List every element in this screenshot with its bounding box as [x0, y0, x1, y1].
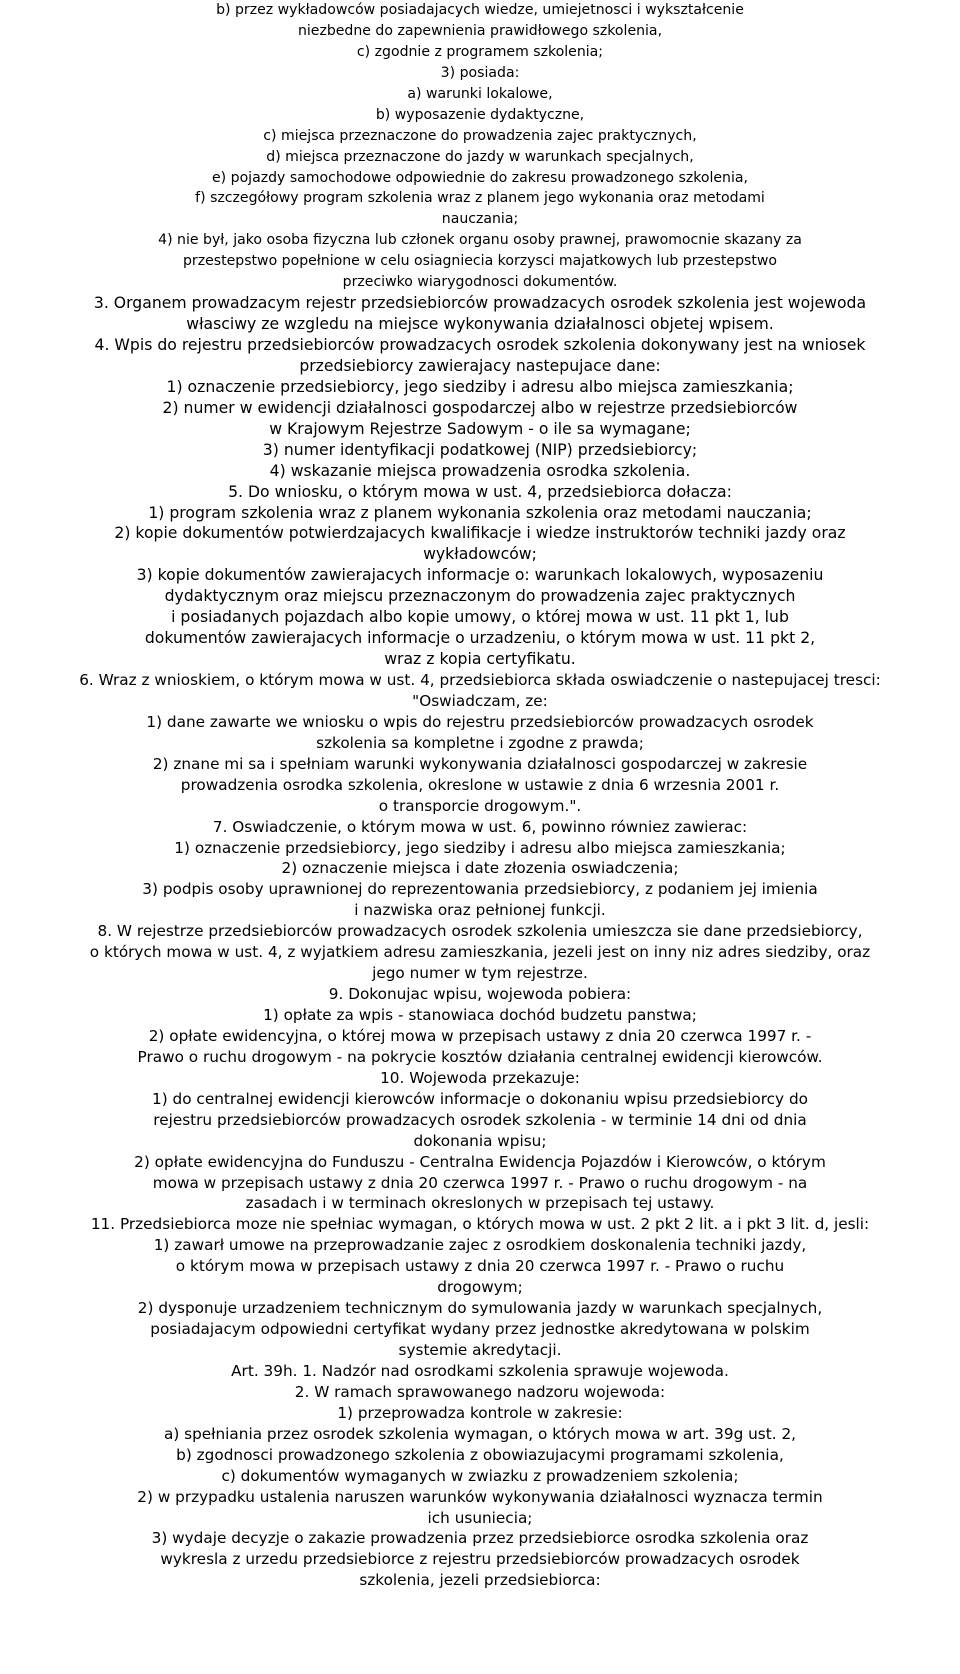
text-line: 11. Przedsiebiorca moze nie spełniac wymagan, o których mowa w ust. 2 pkt 2 lit. a i pkt 3 lit. d, jesli: — [90, 1215, 870, 1234]
text-line: c) dokumentów wymaganych w zwiazku z prowadzeniem szkolenia; — [221, 1466, 739, 1485]
text-line: szkolenia, jezeli przedsiebiorca: — [359, 1571, 601, 1590]
text-line: rejestru przedsiebiorców prowadzacych osrodek szkolenia - w terminie 14 dni od dnia — [153, 1110, 807, 1129]
text-line: a) warunki lokalowe, — [407, 85, 553, 102]
text-line: 1) oznaczenie przedsiebiorcy, jego siedziby i adresu albo miejsca zamieszkania; — [174, 838, 786, 857]
text-line: 4) nie był, jako osoba fizyczna lub członek organu osoby prawnej, prawomocnie skazany za — [158, 232, 802, 249]
text-line: Art. 39h. 1. Nadzór nad osrodkami szkolenia sprawuje wojewoda. — [231, 1361, 729, 1380]
text-line: dydaktycznym oraz miejscu przeznaczonym do prowadzenia zajec praktycznych — [164, 586, 796, 606]
text-line: c) zgodnie z programem szkolenia; — [356, 43, 604, 60]
text-line: 7. Oswiadczenie, o którym mowa w ust. 6, powinno równiez zawierac: — [212, 817, 748, 836]
text-line: b) zgodnosci prowadzonego szkolenia z obowiazujacymi programami szkolenia, — [176, 1445, 784, 1464]
text-line: wykresla z urzedu przedsiebiorce z rejestru przedsiebiorców prowadzacych osrodek — [160, 1550, 800, 1569]
text-line: 6. Wraz z wnioskiem, o którym mowa w ust. 4, przedsiebiorca składa oswiadczenie o nastepujacej tresci: — [79, 671, 881, 689]
text-line: przedsiebiorcy zawierajacy nastepujace dane: — [299, 355, 661, 375]
text-line: szkolenia sa kompletne i zgodne z prawda; — [316, 733, 644, 752]
text-line: jego numer w tym rejestrze. — [372, 964, 588, 983]
text-line: zasadach i w terminach okreslonych w przepisach tej ustawy. — [245, 1194, 715, 1213]
text-line: e) pojazdy samochodowe odpowiednie do zakresu prowadzonego szkolenia, — [212, 169, 748, 186]
text-line: 1) opłate za wpis - stanowiaca dochód budzetu panstwa; — [263, 1006, 697, 1024]
text-line: 1) przeprowadza kontrole w zakresie: — [337, 1403, 623, 1422]
text-line: o którym mowa w przepisach ustawy z dnia 20 czerwca 1997 r. - Prawo o ruchu — [175, 1257, 785, 1276]
text-line: 4) wskazanie miejsca prowadzenia osrodka szkolenia. — [269, 460, 691, 480]
text-line: prowadzenia osrodka szkolenia, okreslone w ustawie z dnia 6 wrzesnia 2001 r. — [180, 775, 780, 794]
text-line: 3) posiada: — [440, 64, 520, 81]
text-line: 2) numer w ewidencji działalnosci gospodarczej albo w rejestrze przedsiebiorców — [162, 397, 798, 417]
text-line: 10. Wojewoda przekazuje: — [380, 1068, 580, 1087]
text-line: 3) podpis osoby uprawnionej do reprezentowania przedsiebiorcy, z podaniem jej imienia — [142, 880, 818, 899]
text-line: 1) program szkolenia wraz z planem wykonania szkolenia oraz metodami nauczania; — [148, 502, 812, 522]
text-line: 2) dysponuje urzadzeniem technicznym do symulowania jazdy w warunkach specjalnych, — [137, 1299, 823, 1318]
text-line: 4. Wpis do rejestru przedsiebiorców prowadzacych osrodek szkolenia dokonywany jest na wniosek — [94, 335, 866, 354]
text-line: przestepstwo popełnione w celu osiagniecia korzysci majatkowych lub przestepstwo — [182, 253, 778, 270]
text-line: a) spełniania przez osrodek szkolenia wymagan, o których mowa w art. 39g ust. 2, — [163, 1424, 797, 1443]
text-line: 3) numer identyfikacji podatkowej (NIP) przedsiebiorcy; — [262, 439, 698, 459]
text-line: dokumentów zawierajacych informacje o urzadzeniu, o którym mowa w ust. 11 pkt 2, — [144, 628, 816, 648]
text-line: 3) kopie dokumentów zawierajacych informacje o: warunkach lokalowych, wyposazeniu — [136, 565, 824, 585]
text-line: dokonania wpisu; — [413, 1131, 547, 1150]
text-line: d) miejsca przeznaczone do jazdy w warunkach specjalnych, — [266, 148, 694, 165]
text-line: 1) dane zawarte we wniosku o wpis do rejestru przedsiebiorców prowadzacych osrodek — [146, 712, 814, 731]
text-line: mowa w przepisach ustawy z dnia 20 czerwca 1997 r. - Prawo o ruchu drogowym - na — [152, 1173, 808, 1192]
text-line: 2) znane mi sa i spełniam warunki wykonywania działalnosci gospodarczej w zakresie — [152, 754, 808, 773]
text-line: Prawo o ruchu drogowym - na pokrycie kosztów działania centralnej ewidencji kierowców. — [137, 1047, 823, 1066]
text-line: 2) opłate ewidencyjna, o której mowa w przepisach ustawy z dnia 20 czerwca 1997 r. - — [148, 1026, 812, 1045]
text-line: i posiadanych pojazdach albo kopie umowy, o której mowa w ust. 11 pkt 1, lub — [171, 607, 789, 627]
text-line: 3. Organem prowadzacym rejestr przedsiebiorców prowadzacych osrodek szkolenia jest wojewoda — [93, 293, 867, 313]
text-line: 3) wydaje decyzje o zakazie prowadzenia przez przedsiebiorce osrodka szkolenia oraz — [151, 1529, 809, 1548]
text-line: c) miejsca przeznaczone do prowadzenia zajec praktycznych, — [263, 127, 697, 144]
text-line: o których mowa w ust. 4, z wyjatkiem adresu zamieszkania, jezeli jest on inny niz adres siedziby, oraz — [89, 943, 871, 962]
text-line: "Oswiadczam, ze: — [412, 691, 548, 710]
text-line: ich usuniecia; — [427, 1508, 533, 1527]
text-line: niezbedne do zapewnienia prawidłowego szkolenia, — [297, 22, 663, 39]
text-line: b) przez wykładowców posiadajacych wiedze, umiejetnosci i wykształcenie — [216, 2, 744, 18]
text-line: 2) oznaczenie miejsca i date złozenia oswiadczenia; — [281, 859, 679, 878]
text-line: b) wyposazenie dydaktyczne, — [375, 106, 585, 123]
text-line: o transporcie drogowym.". — [378, 796, 582, 815]
text-line: 2) w przypadku ustalenia naruszen warunków wykonywania działalnosci wyznacza termin — [137, 1487, 823, 1506]
text-line: drogowym; — [437, 1278, 523, 1297]
text-line: 5. Do wniosku, o którym mowa w ust. 4, przedsiebiorca dołacza: — [228, 481, 732, 501]
text-line: 8. W rejestrze przedsiebiorców prowadzacych osrodek szkolenia umieszcza sie dane przedsiebiorcy, — [97, 922, 863, 941]
text-line: 1) zawarł umowe na przeprowadzanie zajec z osrodkiem doskonalenia techniki jazdy, — [153, 1236, 807, 1255]
text-line: 9. Dokonujac wpisu, wojewoda pobiera: — [328, 985, 632, 1004]
text-line: 2. W ramach sprawowanego nadzoru wojewoda: — [294, 1382, 666, 1401]
text-line: 2) kopie dokumentów potwierdzajacych kwalifikacje i wiedze instruktorów techniki jazdy oraz — [114, 523, 846, 543]
text-line: 1) do centralnej ewidencji kierowców informacje o dokonaniu wpisu przedsiebiorcy do — [152, 1089, 808, 1108]
text-line: własciwy ze wzgledu na miejsce wykonywania działalnosci objetej wpisem. — [186, 314, 774, 334]
text-line: systemie akredytacji. — [398, 1341, 562, 1359]
text-line: 2) opłate ewidencyjna do Funduszu - Centralna Ewidencja Pojazdów i Kierowców, o którym — [134, 1152, 826, 1171]
text-line: przeciwko wiarygodnosci dokumentów. — [342, 274, 618, 291]
text-line: wykładowców; — [423, 544, 537, 564]
text-line: wraz z kopia certyfikatu. — [384, 649, 576, 669]
text-line: i nazwiska oraz pełnionej funkcji. — [354, 901, 606, 920]
text-line: nauczania; — [441, 211, 519, 228]
text-line: posiadajacym odpowiedni certyfikat wydany przez jednostke akredytowana w polskim — [150, 1320, 810, 1339]
text-line: w Krajowym Rejestrze Sadowym - o ile sa wymagane; — [269, 418, 691, 438]
text-line: 1) oznaczenie przedsiebiorcy, jego siedziby i adresu albo miejsca zamieszkania; — [166, 376, 794, 396]
text-line: f) szczegółowy program szkolenia wraz z planem jego wykonania oraz metodami — [195, 190, 765, 207]
